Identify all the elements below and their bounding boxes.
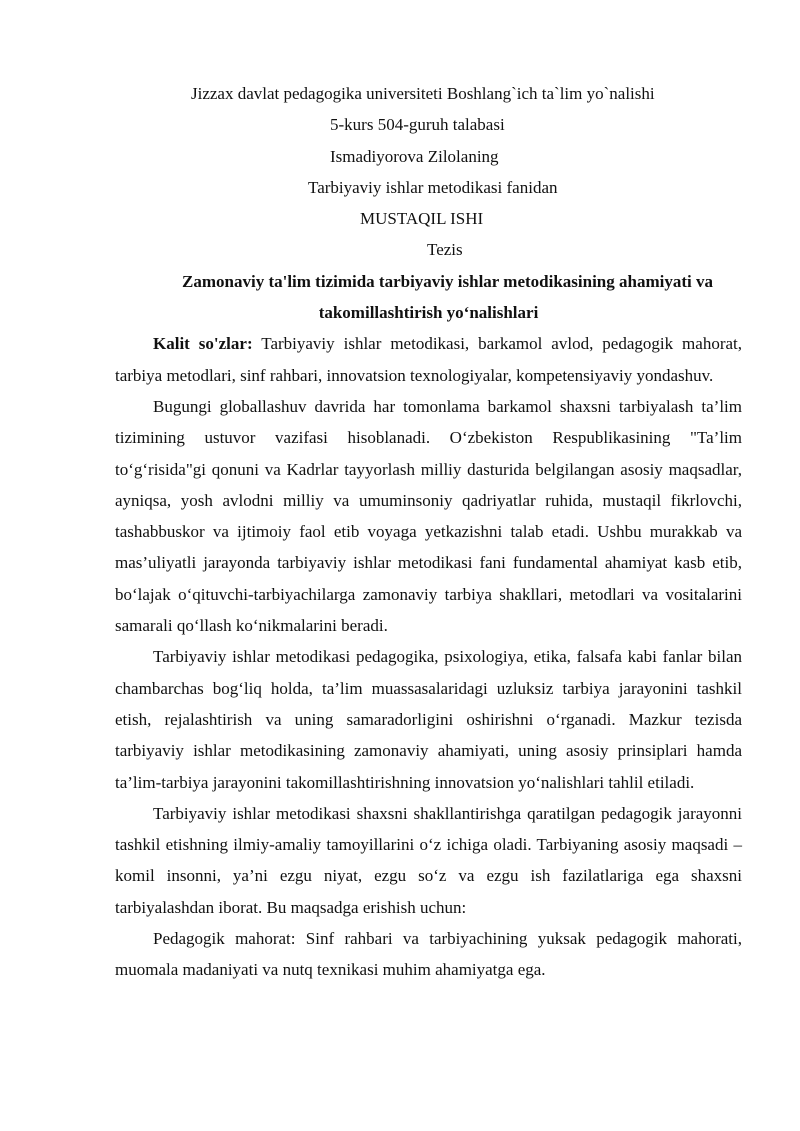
genre-line: Tezis: [427, 240, 463, 260]
keywords-text: Tarbiyaviy ishlar metodikasi, barkamol avlod, pedagogik mahorat, tarbiya metodlari, sinf rahbari, innovatsion texnologiyalar, kompetensiyaviy yondashuv.: [115, 334, 742, 385]
student-name-line: Ismadiyorova Zilolaning: [330, 146, 499, 166]
keywords-paragraph: [115, 328, 742, 391]
thesis-title-part2: takomillashtirish yo‘nalishlari: [318, 303, 539, 323]
student-group-line: 5-kurs 504-guruh talabasi: [330, 115, 505, 135]
document-page: [115, 78, 742, 986]
university-line: Jizzax davlat pedagogika universiteti Boshlang`ich ta`lim yo`nalishi: [191, 84, 655, 103]
thesis-title: [115, 266, 742, 329]
thesis-title-part1: Zamonaviy ta'lim tizimida tarbiyaviy ishlar metodikasining ahamiyati va: [182, 271, 713, 291]
body-paragraph-3: Tarbiyaviy ishlar metodikasi shaxsni shakllantirishga qaratilgan pedagogik jarayonni tashkil etishning ilmiy-amaliy tamoyillarini o‘z ichiga oladi. Tarbiyaning asosiy maqsadi – komil insonni, ya’ni ezgu niyat, ezgu so‘z va ezgu ish fazilatlariga ega shaxsni tarbiyalashdan iborat. Bu maqsadga erishish uchun:: [115, 803, 742, 917]
subject-line: Tarbiyaviy ishlar metodikasi fanidan: [308, 177, 558, 197]
body-paragraph-1: Bugungi globallashuv davrida har tomonlama barkamol shaxsni tarbiyalash ta’lim tizimining ustuvor vazifasi hisoblanadi. O‘zbekiston Respublikasining "Ta’lim to‘g‘risida"gi qonuni va Kadrlar tayyorlash milliy dasturida belgilangan asosiy maqsadlar, ayniqsa, yosh avlodni milliy va umuminsoniy qadriyatlar ruhida, mustaqil fikrlovchi, tashabbuskor va ijtimoiy faol etib voyaga yetkazishni talab etadi. Ushbu murakkab va mas’uliyatli jarayonda tarbiyaviy ishlar metodikasi fani fundamental ahamiyat kasb etib, bo‘lajak o‘qituvchi-tarbiyachilarga zamonaviy tarbiya shakllari, metodlari va vositalarini samarali qo‘llash ko‘nikmalarini beradi.: [115, 396, 742, 636]
work-type-line: MUSTAQIL ISHI: [360, 209, 484, 229]
keywords-label: Kalit so'zlar:: [153, 334, 253, 354]
body-paragraph-2: Tarbiyaviy ishlar metodikasi pedagogika, psixologiya, etika, falsafa kabi fanlar bilan chambarchas bog‘liq holda, ta’lim muassasalaridagi uzluksiz tarbiya jarayonini tashkil etish, rejalashtirish va uning samaradorligini oshirishni o‘rganadi. Mazkur tezisda tarbiyaviy ishlar metodikasining zamonaviy ahamiyati, uning asosiy prinsiplari hamda ta’lim-tarbiya jarayonini takomillashtirishning innovatsion yo‘nalishlari tahlil etiladi.: [115, 647, 742, 792]
body-paragraph-4: Pedagogik mahorat: Sinf rahbari va tarbiyachining yuksak pedagogik mahorati, muomala madaniyati va nutq texnikasi muhim ahamiyatga ega.: [115, 929, 742, 980]
